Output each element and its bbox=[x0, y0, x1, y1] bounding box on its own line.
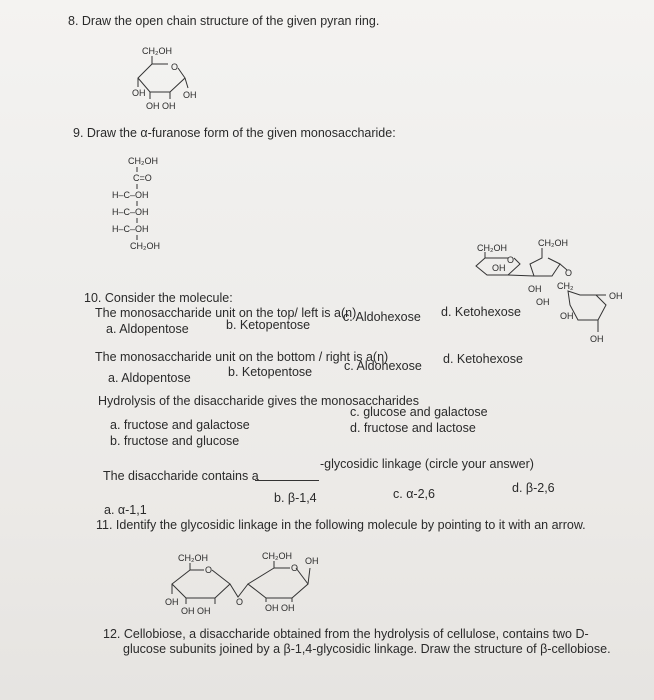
q10-part4-option-d[interactable]: d. β-2,6 bbox=[512, 481, 555, 495]
q10-part4-option-b[interactable]: b. β-1,4 bbox=[274, 491, 317, 505]
fischer-row-1: CH₂OH bbox=[128, 156, 158, 166]
mol-label-oh-c: OH bbox=[609, 291, 623, 301]
q11-ch2oh-left: CH₂OH bbox=[178, 553, 208, 563]
pyran-oh-right-label: OH bbox=[183, 90, 197, 100]
q10-part2-option-c[interactable]: c. Aldohexose bbox=[344, 359, 422, 373]
q10-part1-option-b[interactable]: b. Ketopentose bbox=[226, 318, 311, 332]
q10-part4-prompt-end: -glycosidic linkage (circle your answer) bbox=[320, 457, 534, 471]
q10-part2-option-a[interactable]: a. Aldopentose bbox=[108, 371, 191, 385]
mol-label-oh-b: OH bbox=[536, 297, 550, 307]
q10-part4-prompt-start: The disaccharide contains a bbox=[103, 469, 259, 483]
mol-label-oh-a: OH bbox=[528, 284, 542, 294]
question-12-line-2: glucose subunits joined by a β-1,4-glycosidic linkage. Draw the structure of β-cellobiose. bbox=[123, 642, 611, 656]
q10-part2-option-b[interactable]: b. Ketopentose bbox=[228, 365, 313, 379]
q10-part2-prompt: The monosaccharide unit on the bottom / right is a(n) bbox=[95, 350, 389, 364]
q11-oh-bottom-right: OH OH bbox=[265, 603, 295, 613]
q11-link-oxygen: O bbox=[236, 597, 244, 607]
mol-label-ch2oh-right: CH₂OH bbox=[538, 238, 568, 248]
q10-part2-option-d[interactable]: d. Ketohexose bbox=[443, 352, 523, 366]
pyran-oh-bottom-label: OH OH bbox=[146, 101, 176, 111]
fischer-row-2: C=O bbox=[133, 173, 152, 183]
q10-part3-option-b[interactable]: b. fructose and glucose bbox=[110, 434, 240, 448]
q10-part1-option-a[interactable]: a. Aldopentose bbox=[106, 322, 189, 336]
q10-part3-option-d[interactable]: d. fructose and lactose bbox=[350, 421, 476, 435]
q11-oh-left: OH bbox=[165, 597, 179, 607]
question-12-line-1: 12. Cellobiose, a disaccharide obtained from the hydrolysis of cellulose, contains two D- bbox=[103, 627, 589, 641]
question-8-text: 8. Draw the open chain structure of the given pyran ring. bbox=[68, 14, 380, 28]
q11-oh-top-right: OH bbox=[305, 556, 319, 566]
q10-part4-option-c[interactable]: c. α-2,6 bbox=[393, 487, 435, 501]
mol-label-ch2oh-left: CH₂OH bbox=[477, 243, 507, 253]
mol-label-ring-o-left: O bbox=[507, 255, 515, 265]
pyran-ch2oh-label: CH₂OH bbox=[142, 46, 172, 56]
question-10-intro: 10. Consider the molecule: bbox=[84, 291, 233, 305]
question-11-text: 11. Identify the glycosidic linkage in the following molecule by pointing to it with an arrow. bbox=[96, 518, 586, 532]
mol-label-oh-ring-right: OH bbox=[560, 311, 574, 321]
question-9-text: 9. Draw the α-furanose form of the given monosaccharide: bbox=[73, 126, 396, 140]
fischer-row-4: H–C–OH bbox=[112, 207, 149, 217]
mol-label-oh-d: OH bbox=[590, 334, 604, 344]
q10-part3-option-c[interactable]: c. glucose and galactose bbox=[350, 405, 488, 419]
pyran-ring-oxygen-label: O bbox=[171, 62, 179, 72]
q10-part3-option-a[interactable]: a. fructose and galactose bbox=[110, 418, 250, 432]
mol-label-ch2: CH₂ bbox=[557, 281, 574, 291]
q11-ring-o-left: O bbox=[205, 565, 213, 575]
q10-part4-option-a[interactable]: a. α-1,1 bbox=[104, 503, 147, 517]
q11-ch2oh-right: CH₂OH bbox=[262, 551, 292, 561]
fischer-row-3: H–C–OH bbox=[112, 190, 149, 200]
mol-label-link-o: O bbox=[565, 268, 573, 278]
mol-label-oh-ring-left: OH bbox=[492, 263, 506, 273]
fischer-row-6: CH₂OH bbox=[130, 241, 160, 251]
q10-part3-prompt: Hydrolysis of the disaccharide gives the monosaccharides bbox=[98, 394, 419, 408]
q11-oh-bottom-left: OH OH bbox=[181, 606, 211, 616]
pyran-oh-left-label: OH bbox=[132, 88, 146, 98]
q10-part1-prompt: The monosaccharide unit on the top/ left is a(n) bbox=[95, 306, 357, 320]
q11-ring-o-right: O bbox=[291, 563, 299, 573]
fischer-row-5: H–C–OH bbox=[112, 224, 149, 234]
q10-part1-option-c[interactable]: c. Aldohexose bbox=[343, 310, 421, 324]
q10-part1-option-d[interactable]: d. Ketohexose bbox=[441, 305, 521, 319]
